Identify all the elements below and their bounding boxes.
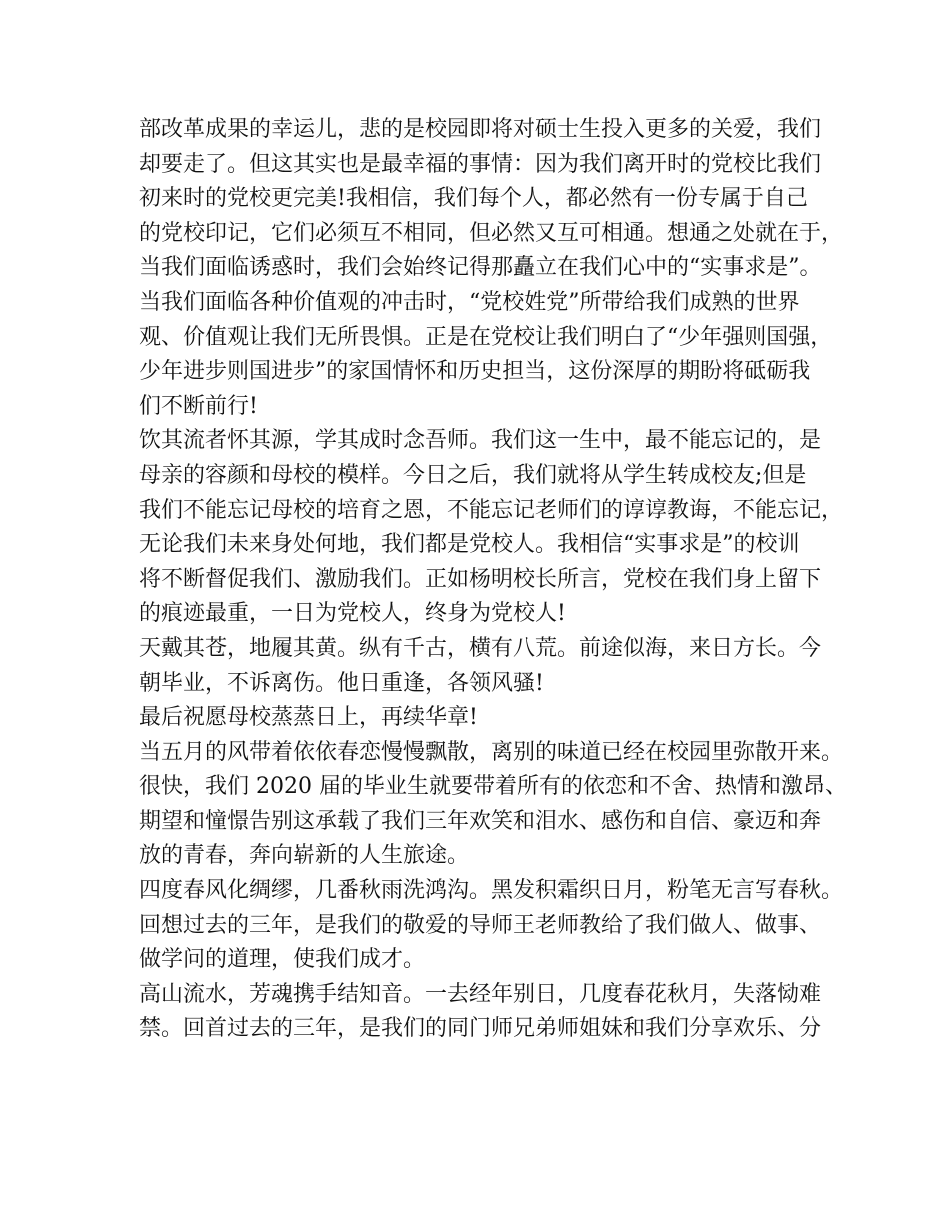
text-line: 高山流水，芳魂携手结知音。一去经年别日，几度春花秋月，失落恸难 xyxy=(139,981,822,1007)
text-line: 的痕迹最重，一日为党校人，终身为党校人! xyxy=(139,601,566,627)
text-line: 做学问的道理，使我们成才。 xyxy=(139,947,426,973)
text-line: 禁。回首过去的三年，是我们的同门师兄弟师姐妹和我们分享欢乐、分 xyxy=(139,1016,822,1042)
text-line: 期望和憧憬告别这承载了我们三年欢笑和泪水、感伤和自信、豪迈和奔 xyxy=(139,808,822,834)
text-line: 天戴其苍，地履其黄。纵有千古，横有八荒。前途似海，来日方长。今 xyxy=(139,635,822,661)
text-line: 当我们面临诱惑时，我们会始终记得那矗立在我们心中的“实事求是”。 xyxy=(139,255,822,281)
text-line: 当我们面临各种价值观的冲击时，“党校姓党”所带给我们成熟的世界 xyxy=(139,289,800,315)
text-line: 却要走了。但这其实也是最幸福的事情：因为我们离开时的党校比我们 xyxy=(139,151,822,177)
text-line: 们不断前行! xyxy=(139,393,258,419)
text-line: 当五月的风带着依依春恋慢慢飘散，离别的味道已经在校园里弥散开来。 xyxy=(139,739,844,765)
text-line: 四度春风化绸缪，几番秋雨洗鸿沟。黑发积霜织日月，粉笔无言写春秋。 xyxy=(139,878,844,904)
text-line: 我们不能忘记母校的培育之恩，不能忘记老师们的谆谆教诲，不能忘记， xyxy=(139,497,844,523)
text-line: 最后祝愿母校蒸蒸日上，再续华章! xyxy=(139,705,478,731)
text-line: 饮其流者怀其源，学其成时念吾师。我们这一生中，最不能忘记的，是 xyxy=(139,428,822,454)
text-line: 朝毕业，不诉离伤。他日重逢，各领风骚! xyxy=(139,670,544,696)
text-line: 将不断督促我们、激励我们。正如杨明校长所言，党校在我们身上留下 xyxy=(139,566,822,592)
text-line: 观、价值观让我们无所畏惧。正是在党校让我们明白了“少年强则国强， xyxy=(139,324,833,350)
text-line: 的党校印记，它们必须互不相同，但必然又互可相通。想通之处就在于， xyxy=(139,220,844,246)
text-line: 很快，我们 2020 届的毕业生就要带着所有的依恋和不舍、热情和激昂、 xyxy=(139,774,847,800)
text-line: 部改革成果的幸运儿，悲的是校园即将对硕士生投入更多的关爱，我们 xyxy=(139,117,822,142)
text-line: 初来时的党校更完美!我相信，我们每个人，都必然有一份专属于自己 xyxy=(139,186,808,212)
text-line: 无论我们未来身处何地，我们都是党校人。我相信“实事求是”的校训 xyxy=(139,532,800,558)
text-line: 放的青春，奔向崭新的人生旅途。 xyxy=(139,843,470,869)
text-line: 回想过去的三年，是我们的敬爱的导师王老师教给了我们做人、做事、 xyxy=(139,912,822,938)
body-text xyxy=(139,113,847,1047)
text-line: 少年进步则国进步”的家国情怀和历史担当，这份深厚的期盼将砥砺我 xyxy=(139,359,811,385)
text-line: 母亲的容颜和母校的模样。今日之后，我们就将从学生转成校友;但是 xyxy=(139,462,807,488)
